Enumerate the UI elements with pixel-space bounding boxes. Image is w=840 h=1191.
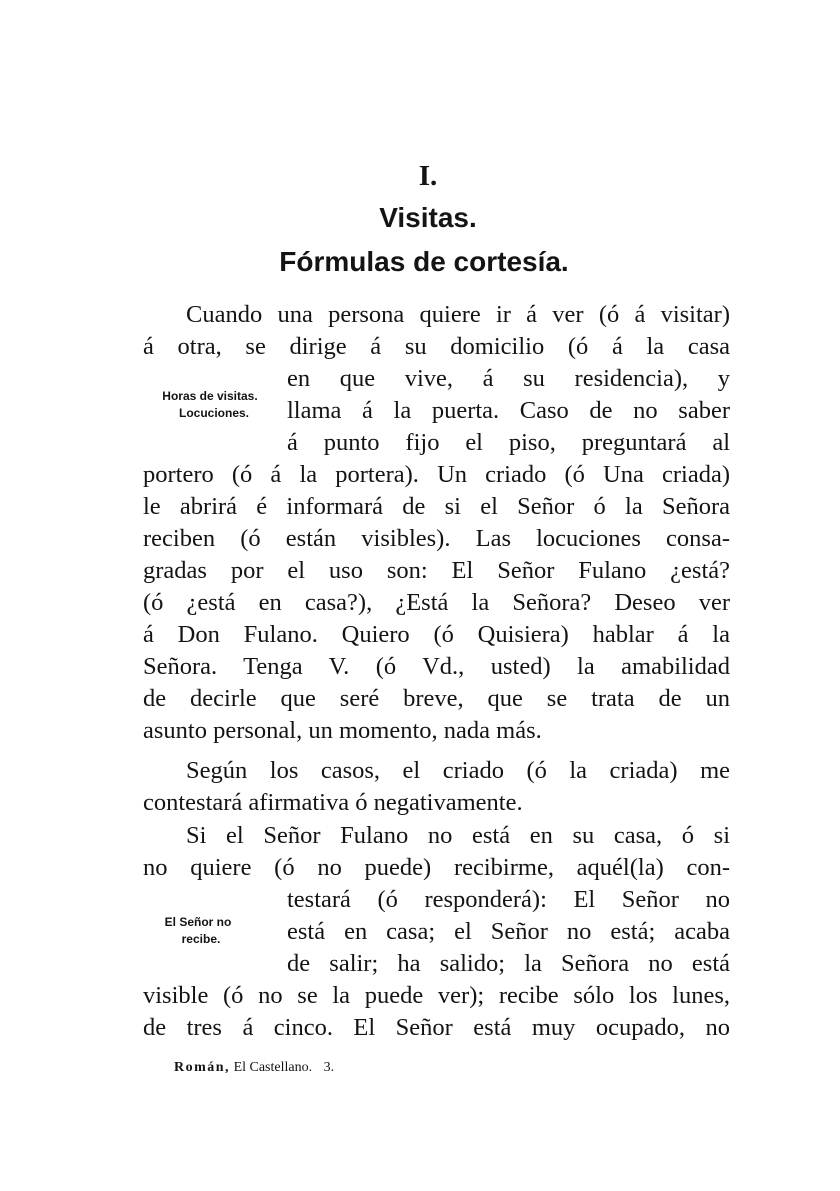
footer-signature: 3. <box>323 1060 335 1075</box>
chapter-title: Visitas. <box>379 202 477 233</box>
text-line: de decirle que seré breve, que se trata de un <box>143 685 730 712</box>
text-line: no quiere (ó no puede) recibirme, aquél(la) con- <box>143 854 730 881</box>
text-line: reciben (ó están visibles). Las locuciones consa- <box>143 525 730 552</box>
chapter-subtitle: Fórmulas de cortesía. <box>279 246 569 277</box>
footer-book-title: El Castellano. <box>233 1060 313 1075</box>
text-line: de salir; ha salido; la Señora no está <box>287 950 730 977</box>
text-line: asunto personal, un momento, nada más. <box>143 717 542 744</box>
text-line: portero (ó á la portera). Un criado (ó Una criada) <box>143 461 730 488</box>
text-line: Cuando una persona quiere ir á ver (ó á visitar) <box>186 301 730 328</box>
text-line: en que vive, á su residencia), y <box>287 365 730 392</box>
text-line: á Don Fulano. Quiero (ó Quisiera) hablar á la <box>143 621 730 648</box>
margin-note-line: Locuciones. <box>178 406 249 420</box>
text-line: Según los casos, el criado (ó la criada) me <box>186 757 730 784</box>
text-line: á otra, se dirige á su domicilio (ó á la casa <box>143 333 730 360</box>
text-line: de tres á cinco. El Señor está muy ocupado, no <box>143 1014 730 1041</box>
text-line: llama á la puerta. Caso de no saber <box>287 397 730 424</box>
text-line: le abrirá é informará de si el Señor ó la Señora <box>143 493 730 520</box>
margin-note-line: Horas de visitas. <box>162 389 258 403</box>
margin-note-visiting-hours <box>140 388 280 422</box>
text-line: testará (ó responderá): El Señor no <box>287 886 730 913</box>
chapter-number: I. <box>418 160 438 192</box>
margin-note-not-receiving <box>128 914 268 948</box>
text-line: está en casa; el Señor no está; acaba <box>287 918 730 945</box>
margin-note-line: El Señor no <box>164 915 232 929</box>
page-footer <box>174 1060 334 1076</box>
text-line: á punto fijo el piso, preguntará al <box>287 429 730 456</box>
margin-note-line: recibe. <box>181 932 221 946</box>
text-line: contestará afirmativa ó negativamente. <box>143 789 523 816</box>
footer-author: Román, <box>174 1060 231 1075</box>
text-line: visible (ó no se la puede ver); recibe sólo los lunes, <box>143 982 730 1009</box>
text-line: (ó ¿está en casa?), ¿Está la Señora? Deseo ver <box>143 589 730 616</box>
text-line: Señora. Tenga V. (ó Vd., usted) la amabilidad <box>143 653 730 680</box>
text-line: Si el Señor Fulano no está en su casa, ó si <box>186 822 730 849</box>
text-line: gradas por el uso son: El Señor Fulano ¿está? <box>143 557 730 584</box>
